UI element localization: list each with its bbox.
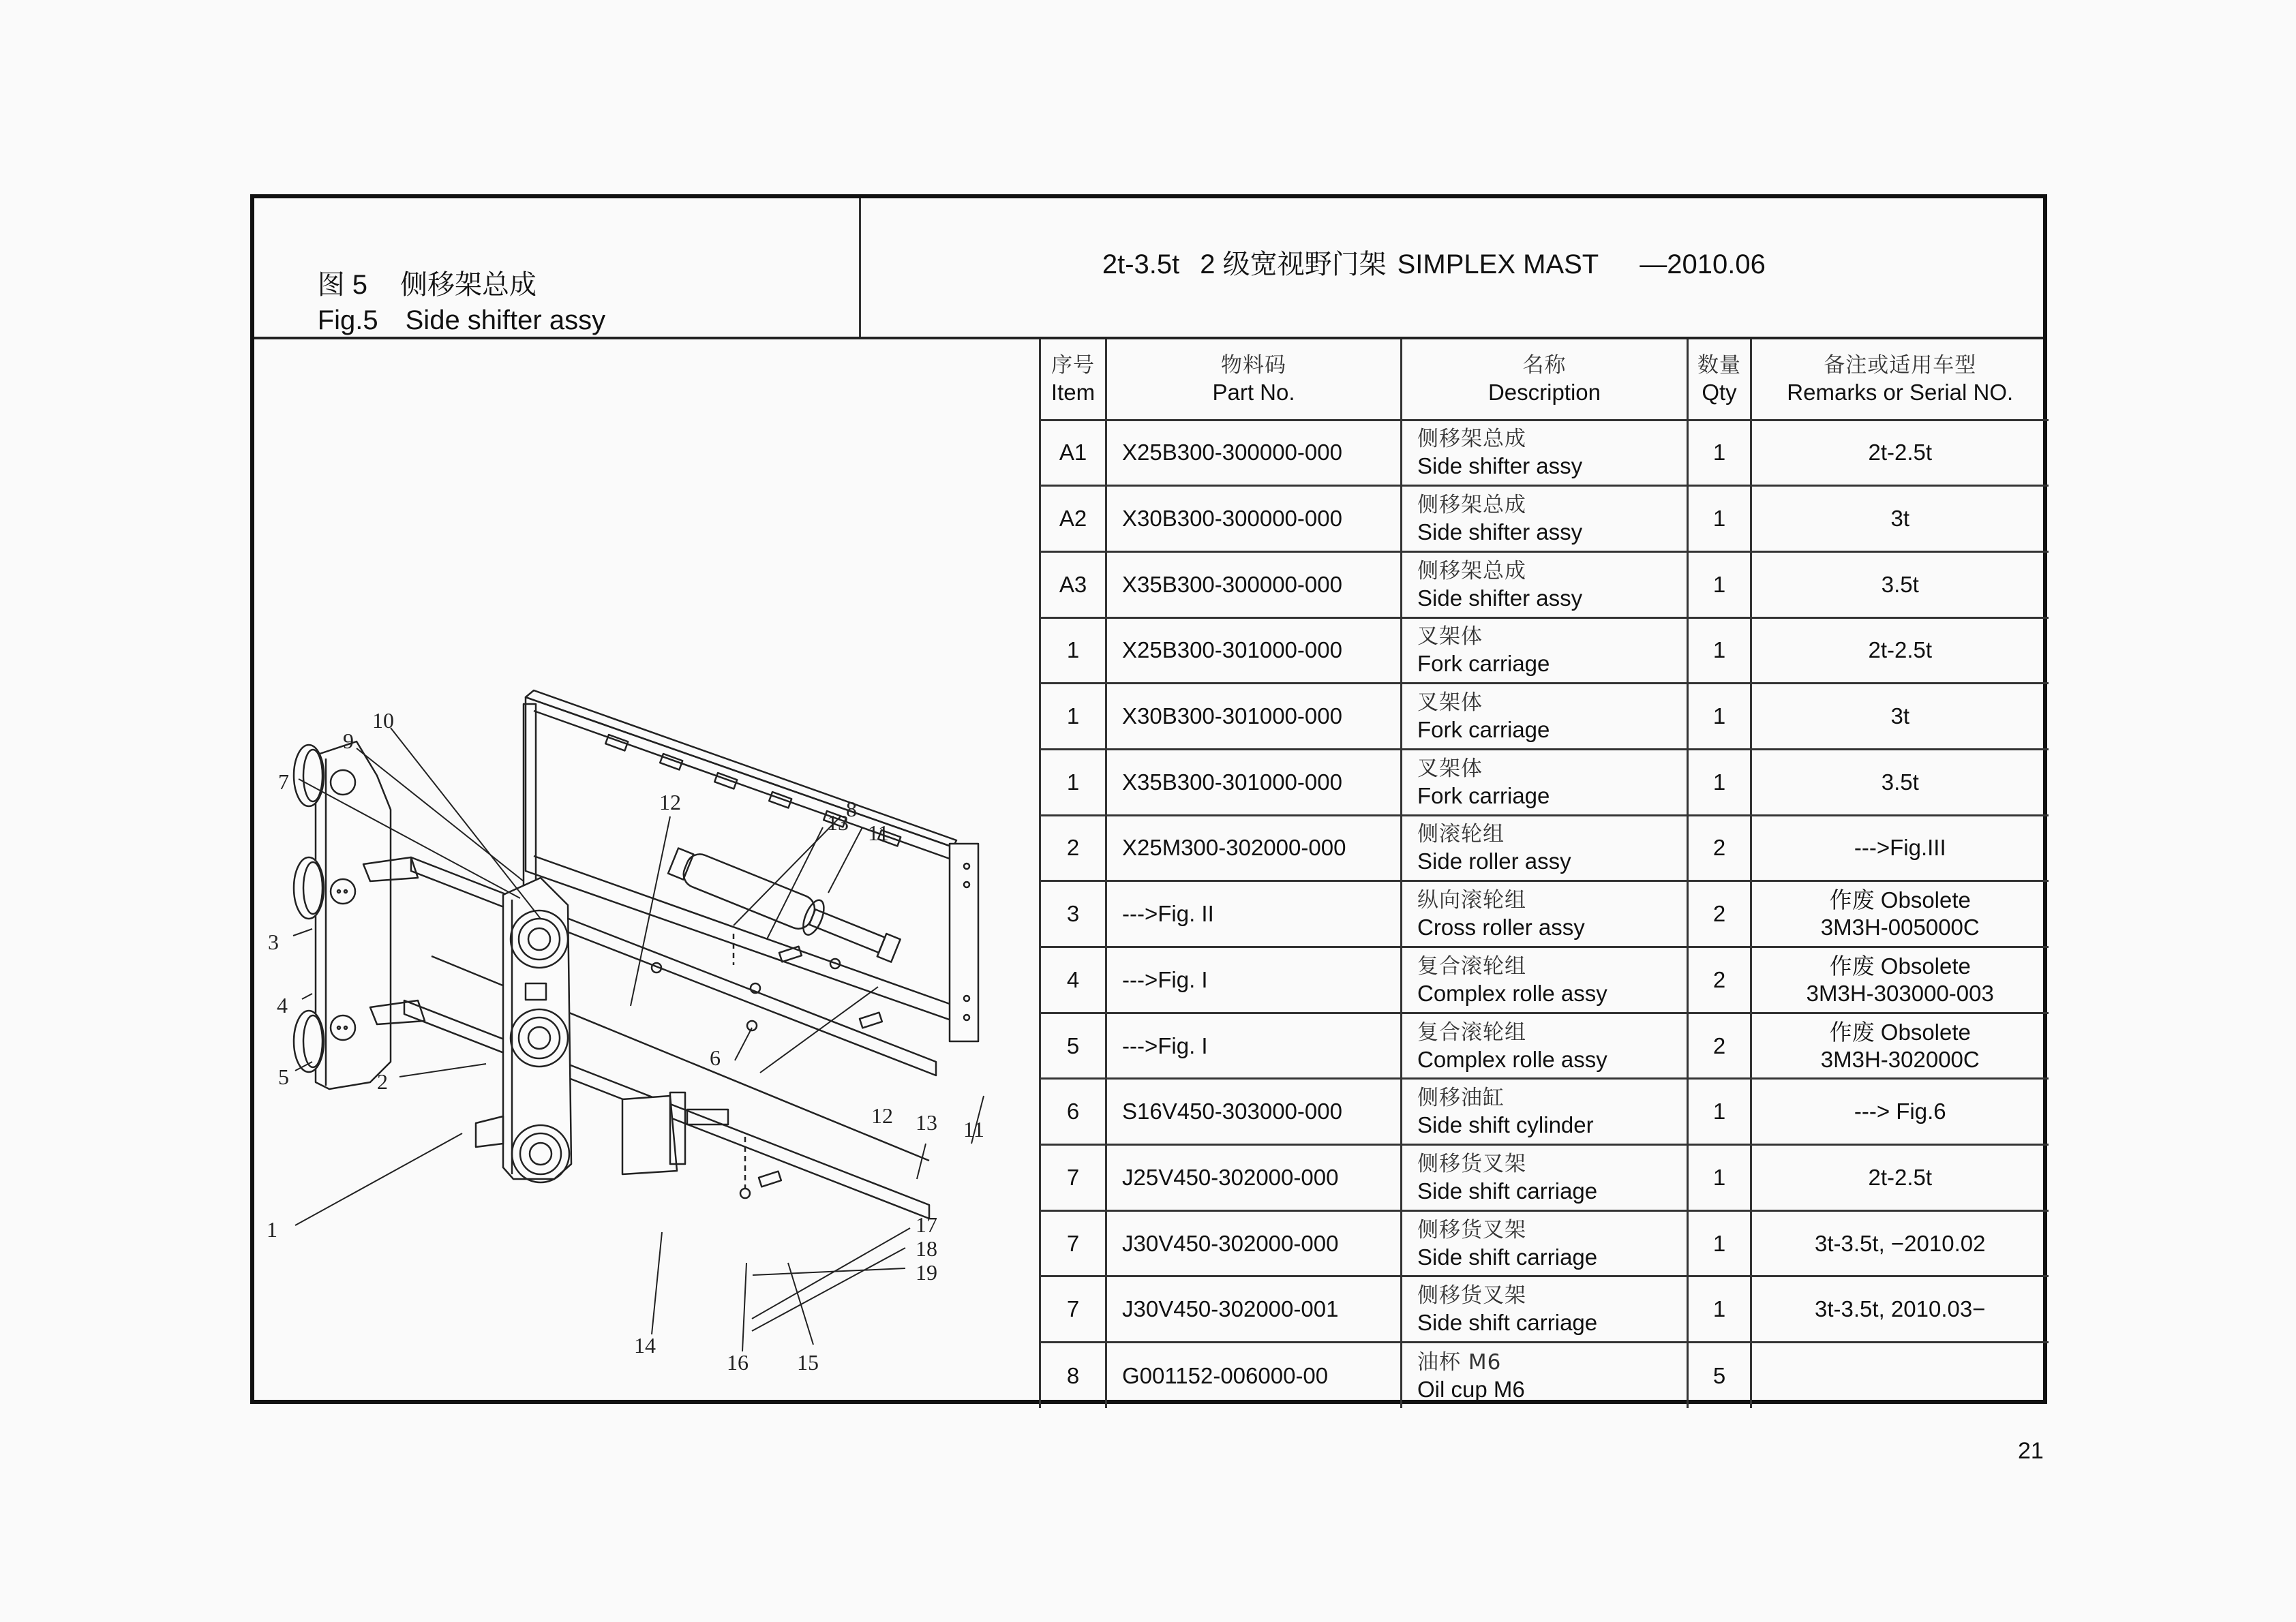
cell-description (1402, 947, 1688, 1013)
row-desc-en: Fork carriage (1417, 717, 1550, 743)
row-desc-en: Fork carriage (1417, 651, 1550, 677)
callout-14: 14 (634, 1333, 656, 1358)
cell-item (1040, 1079, 1106, 1145)
row-desc-cn: 纵向滚轮组 (1417, 888, 1526, 913)
cell-description (1402, 1343, 1688, 1409)
col-header-part-no: 物料码 Part No. (1106, 339, 1402, 420)
cell-qty (1688, 1013, 1751, 1079)
row-item: 1 (1066, 703, 1080, 729)
callout-10: 10 (372, 708, 394, 733)
cell-qty (1688, 1210, 1751, 1276)
col-header-description: 名称 Description (1402, 339, 1688, 420)
cell-description (1402, 749, 1688, 815)
parts-table (1039, 339, 2049, 1408)
callout-15: 15 (797, 1350, 819, 1375)
cell-qty (1688, 684, 1751, 750)
row-item: 3 (1066, 901, 1080, 927)
row-part-no: --->Fig. I (1122, 1032, 1208, 1058)
row-remarks: 3t (1890, 703, 1910, 729)
cell-part-no (1106, 815, 1402, 881)
row-qty: 1 (1712, 637, 1726, 663)
row-qty: 1 (1712, 1164, 1726, 1190)
row-qty: 2 (1712, 835, 1726, 861)
cell-part-no (1106, 1210, 1402, 1276)
row-desc-cn: 侧移架总成 (1417, 427, 1526, 452)
page-number: 21 (2018, 1438, 2044, 1464)
callout-1: 1 (267, 1217, 277, 1242)
cell-item (1040, 749, 1106, 815)
row-desc-en: Side shift carriage (1417, 1178, 1598, 1204)
cell-qty (1688, 881, 1751, 947)
cell-description (1402, 881, 1688, 947)
row-item: 8 (1066, 1362, 1080, 1388)
row-qty: 1 (1712, 1230, 1726, 1256)
callout-18: 18 (916, 1236, 937, 1261)
row-remarks: 2t-2.5t (1868, 1164, 1933, 1190)
callout-11-lower: 11 (963, 1117, 984, 1142)
cell-part-no (1106, 749, 1402, 815)
row-item: 1 (1066, 637, 1080, 663)
row-desc-cn: 叉架体 (1417, 756, 1483, 781)
col-header-qty: 数量 Qty (1688, 339, 1751, 420)
cell-remarks (1751, 1013, 2049, 1079)
row-desc-en: Fork carriage (1417, 782, 1550, 808)
row-remarks: 3t-3.5t, −2010.02 (1815, 1230, 1986, 1256)
row-part-no: J30V450-302000-001 (1122, 1296, 1339, 1322)
row-remarks: 作废 Obsolete (1829, 1019, 1971, 1045)
row-desc-en: Complex rolle assy (1417, 980, 1607, 1006)
cell-part-no (1106, 617, 1402, 684)
row-desc-cn: 侧移货叉架 (1417, 1283, 1526, 1309)
callout-6: 6 (710, 1045, 721, 1070)
mast-date: —2010.06 (1640, 249, 1766, 279)
table-row (1040, 1276, 2049, 1343)
exploded-drawing (254, 339, 1039, 1404)
mast-title (1057, 212, 1786, 312)
row-remarks2: 3M3H-303000-003 (1806, 980, 1994, 1006)
row-desc-en: Cross roller assy (1417, 915, 1585, 940)
table-row (1040, 1210, 2049, 1276)
row-item: 1 (1066, 769, 1080, 795)
cell-remarks (1751, 1343, 2049, 1409)
row-desc-cn: 侧移货叉架 (1417, 1217, 1526, 1242)
cell-part-no (1106, 420, 1402, 486)
row-qty: 2 (1712, 966, 1726, 992)
cell-item (1040, 551, 1106, 617)
row-remarks: 2t-2.5t (1868, 440, 1933, 465)
row-item: 4 (1066, 966, 1080, 992)
table-row (1040, 617, 2049, 684)
cell-part-no (1106, 1013, 1402, 1079)
row-item: 6 (1066, 1099, 1080, 1124)
row-remarks: 3t (1890, 506, 1910, 532)
cell-item (1040, 1210, 1106, 1276)
cell-description (1402, 1145, 1688, 1211)
cell-part-no (1106, 684, 1402, 750)
row-remarks: 3.5t (1881, 769, 1919, 795)
row-qty: 1 (1712, 1099, 1726, 1124)
cell-qty (1688, 815, 1751, 881)
cell-part-no (1106, 1276, 1402, 1343)
table-row (1040, 1343, 2049, 1409)
table-row (1040, 947, 2049, 1013)
callout-7: 7 (278, 769, 289, 794)
cell-item (1040, 1343, 1106, 1409)
cell-qty (1688, 1276, 1751, 1343)
row-desc-cn: 油杯 M6 (1417, 1349, 1502, 1375)
mast-capacity: 2t-3.5t (1102, 249, 1180, 279)
callout-13-lower: 13 (916, 1110, 937, 1135)
callout-19: 19 (916, 1260, 937, 1285)
mast-name-en: SIMPLEX MAST (1397, 249, 1599, 279)
figure-label-cn: 图 5 (317, 270, 368, 300)
row-remarks: 作废 Obsolete (1829, 953, 1971, 979)
row-part-no: X35B300-300000-000 (1122, 571, 1342, 597)
row-qty: 1 (1712, 1296, 1726, 1322)
table-header-row (1040, 339, 2049, 420)
row-qty: 1 (1712, 769, 1726, 795)
figure-name-cn: 侧移架总成 (400, 270, 537, 300)
figure-name-en: Side shifter assy (405, 305, 606, 335)
row-qty: 1 (1712, 703, 1726, 729)
row-part-no: X35B300-301000-000 (1122, 769, 1342, 795)
row-qty: 5 (1712, 1362, 1726, 1388)
cell-item (1040, 617, 1106, 684)
callout-17: 17 (916, 1212, 937, 1237)
row-remarks: 3.5t (1881, 571, 1919, 597)
row-item: 7 (1066, 1230, 1080, 1256)
cell-qty (1688, 947, 1751, 1013)
side-shifter-diagram (254, 339, 1039, 1404)
cell-qty (1688, 1145, 1751, 1211)
figure-label-en: Fig.5 (317, 305, 378, 335)
cell-remarks (1751, 1210, 2049, 1276)
row-remarks: ---> Fig.6 (1854, 1099, 1946, 1124)
cell-qty (1688, 420, 1751, 486)
row-part-no: S16V450-303000-000 (1122, 1099, 1342, 1124)
row-qty: 1 (1712, 440, 1726, 465)
document-frame (250, 194, 2047, 1404)
row-part-no: J30V450-302000-000 (1122, 1230, 1339, 1256)
cell-qty (1688, 551, 1751, 617)
cell-remarks (1751, 551, 2049, 617)
cell-qty (1688, 486, 1751, 552)
cell-part-no (1106, 486, 1402, 552)
row-qty: 1 (1712, 571, 1726, 597)
row-remarks2: 3M3H-005000C (1820, 915, 1980, 940)
cell-item (1040, 1276, 1106, 1343)
row-desc-en: Side shifter assy (1417, 519, 1583, 545)
row-desc-cn: 叉架体 (1417, 624, 1483, 649)
cell-remarks (1751, 881, 2049, 947)
cell-description (1402, 1079, 1688, 1145)
cell-description (1402, 1210, 1688, 1276)
row-desc-cn: 复合滚轮组 (1417, 1020, 1526, 1045)
row-item: 5 (1066, 1032, 1080, 1058)
row-item: A1 (1059, 440, 1087, 465)
row-desc-cn: 复合滚轮组 (1417, 953, 1526, 979)
callout-12-left: 12 (659, 790, 681, 814)
row-desc-en: Side shift cylinder (1417, 1112, 1594, 1138)
row-desc-cn: 侧移架总成 (1417, 493, 1526, 518)
cell-remarks (1751, 684, 2049, 750)
row-part-no: X30B300-300000-000 (1122, 506, 1342, 532)
cell-remarks (1751, 486, 2049, 552)
row-part-no: --->Fig. II (1122, 901, 1214, 927)
cell-item (1040, 1013, 1106, 1079)
row-part-no: X30B300-301000-000 (1122, 703, 1342, 729)
row-part-no: --->Fig. I (1122, 966, 1208, 992)
row-item: 2 (1066, 835, 1080, 861)
callout-13-upper: 13 (827, 810, 849, 835)
cell-description (1402, 617, 1688, 684)
cell-part-no (1106, 1343, 1402, 1409)
row-desc-cn: 叉架体 (1417, 690, 1483, 716)
row-part-no: X25B300-300000-000 (1122, 440, 1342, 465)
cell-remarks (1751, 947, 2049, 1013)
callout-5: 5 (278, 1065, 289, 1089)
row-qty: 1 (1712, 506, 1726, 532)
row-remarks: 作废 Obsolete (1829, 887, 1971, 913)
row-remarks: 3t-3.5t, 2010.03− (1815, 1296, 1986, 1322)
cell-part-no (1106, 881, 1402, 947)
row-part-no: J25V450-302000-000 (1122, 1164, 1339, 1190)
row-desc-cn: 侧移油缸 (1417, 1086, 1505, 1111)
figure-title-block (254, 198, 861, 339)
callout-2: 2 (377, 1069, 388, 1094)
row-desc-en: Complex rolle assy (1417, 1046, 1607, 1072)
cell-remarks (1751, 1276, 2049, 1343)
callout-4: 4 (277, 993, 288, 1017)
cell-qty (1688, 749, 1751, 815)
callout-16: 16 (727, 1350, 749, 1375)
cell-qty (1688, 617, 1751, 684)
table-row (1040, 1079, 2049, 1145)
row-desc-cn: 侧移架总成 (1417, 558, 1526, 583)
row-desc-cn: 侧移货叉架 (1417, 1151, 1526, 1176)
table-row (1040, 420, 2049, 486)
row-desc-en: Oil cup M6 (1417, 1376, 1525, 1402)
cell-item (1040, 815, 1106, 881)
cell-item (1040, 881, 1106, 947)
callout-11-upper: 11 (868, 821, 889, 845)
row-desc-en: Side shifter assy (1417, 453, 1583, 479)
row-part-no: X25M300-302000-000 (1122, 835, 1346, 861)
row-part-no: G001152-006000-00 (1122, 1362, 1329, 1388)
row-remarks: --->Fig.III (1854, 835, 1946, 861)
table-row (1040, 551, 2049, 617)
cell-item (1040, 947, 1106, 1013)
row-qty: 2 (1712, 1032, 1726, 1058)
cell-remarks (1751, 1079, 2049, 1145)
row-item: A2 (1059, 506, 1087, 532)
cell-description (1402, 1013, 1688, 1079)
col-header-item: 序号 Item (1040, 339, 1106, 420)
parts-table-body (1040, 420, 2049, 1408)
cell-remarks (1751, 420, 2049, 486)
cell-part-no (1106, 551, 1402, 617)
cell-description (1402, 684, 1688, 750)
row-desc-cn: 侧滚轮组 (1417, 822, 1505, 847)
row-qty: 2 (1712, 901, 1726, 927)
cell-description (1402, 486, 1688, 552)
cell-description (1402, 551, 1688, 617)
table-row (1040, 486, 2049, 552)
cell-part-no (1106, 1079, 1402, 1145)
cell-remarks (1751, 749, 2049, 815)
table-row (1040, 749, 2049, 815)
col-header-remarks: 备注或适用车型 Remarks or Serial NO. (1751, 339, 2049, 420)
cell-item (1040, 684, 1106, 750)
row-desc-en: Side roller assy (1417, 848, 1571, 874)
table-row (1040, 881, 2049, 947)
row-item: A3 (1059, 571, 1087, 597)
row-desc-en: Side shift carriage (1417, 1244, 1598, 1270)
cell-remarks (1751, 1145, 2049, 1211)
cell-qty (1688, 1343, 1751, 1409)
callout-3: 3 (268, 930, 279, 954)
cell-item (1040, 1145, 1106, 1211)
cell-item (1040, 420, 1106, 486)
mast-title-block (861, 198, 2043, 339)
row-part-no: X25B300-301000-000 (1122, 637, 1342, 663)
callout-9: 9 (343, 729, 354, 753)
cell-qty (1688, 1079, 1751, 1145)
row-remarks: 2t-2.5t (1868, 637, 1933, 663)
table-row (1040, 815, 2049, 881)
table-row (1040, 1013, 2049, 1079)
cell-remarks (1751, 617, 2049, 684)
row-desc-en: Side shifter assy (1417, 585, 1583, 611)
cell-description (1402, 420, 1688, 486)
row-remarks2: 3M3H-302000C (1820, 1046, 1980, 1072)
mast-name-cn: 2 级宽视野门架 (1200, 249, 1387, 279)
cell-part-no (1106, 947, 1402, 1013)
cell-item (1040, 486, 1106, 552)
cell-remarks (1751, 815, 2049, 881)
callout-8: 8 (846, 797, 857, 821)
callout-12-right: 12 (871, 1103, 893, 1128)
cell-description (1402, 815, 1688, 881)
row-desc-en: Side shift carriage (1417, 1310, 1598, 1336)
row-item: 7 (1066, 1296, 1080, 1322)
table-row (1040, 684, 2049, 750)
table-row (1040, 1145, 2049, 1211)
cell-part-no (1106, 1145, 1402, 1211)
row-item: 7 (1066, 1164, 1080, 1190)
cell-description (1402, 1276, 1688, 1343)
